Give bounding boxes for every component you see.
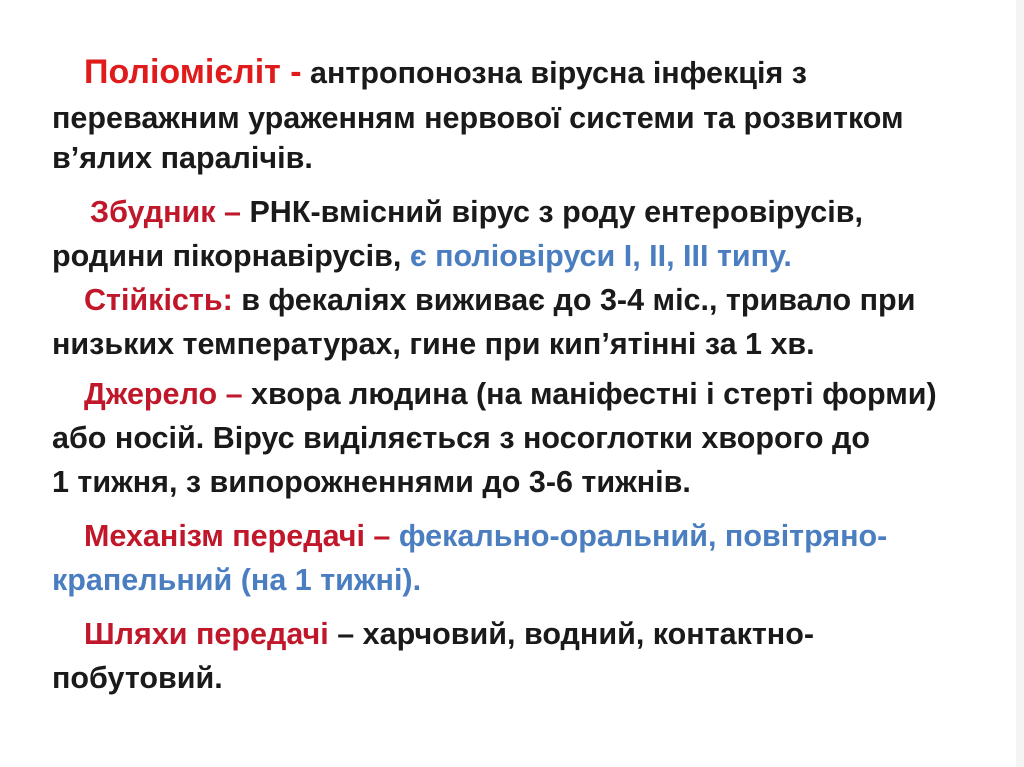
paragraph-poliomyelitis-line1: [52, 54, 807, 91]
paragraph-mechanism-line2: крапельний (на 1 тижні).: [52, 563, 422, 597]
paragraph-pathogen-line2: [52, 238, 792, 274]
paragraph-source-line3: 1 тижня, з випорожненнями до 3-6 тижнів.: [52, 465, 691, 499]
paragraph-routes-line1: [52, 616, 814, 652]
term-poliomyelitis: Поліомієліт -: [84, 53, 302, 91]
paragraph-resistance-line1: [52, 282, 915, 318]
definition-text: антропонозна вірусна інфекція з: [301, 56, 807, 90]
pathogen-text: РНК-вмісний вірус з роду ентеровірусів,: [240, 195, 863, 229]
paragraph-mechanism-line1: [52, 518, 887, 554]
mechanism-text: фекально-оральний, повітряно-: [390, 519, 888, 553]
term-routes: Шляхи передачі: [84, 617, 329, 651]
paragraph-source-line1: [52, 376, 937, 412]
paragraph-poliomyelitis-line3: в’ялих паралічів.: [52, 141, 313, 175]
pathogen-types-text: є поліовіруси I, II, III типу.: [409, 239, 792, 273]
term-pathogen: Збудник –: [90, 195, 241, 229]
source-text: хвора людина (на маніфестні і стерті форми): [242, 377, 937, 411]
paragraph-resistance-line2: низьких температурах, гине при кип’ятінні за 1 хв.: [52, 327, 815, 361]
term-mechanism: Механізм передачі –: [84, 519, 391, 553]
pathogen-family-text: родини пікорнавірусів,: [52, 239, 410, 273]
term-source: Джерело –: [84, 377, 243, 411]
routes-text: – харчовий, водний, контактно-: [328, 617, 815, 651]
paragraph-source-line2: або носій. Вірус виділяється з носоглотки хворого до: [52, 421, 871, 455]
paragraph-pathogen-line1: [52, 194, 863, 230]
paragraph-routes-line2: побутовий.: [52, 661, 223, 695]
resistance-text: в фекаліях виживає до 3-4 міс., тривало при: [232, 283, 916, 317]
slide-edge-shadow: [1016, 0, 1024, 767]
term-resistance: Стійкість:: [84, 283, 233, 317]
paragraph-poliomyelitis-line2: переважним ураженням нервової системи та розвитком: [52, 101, 904, 135]
